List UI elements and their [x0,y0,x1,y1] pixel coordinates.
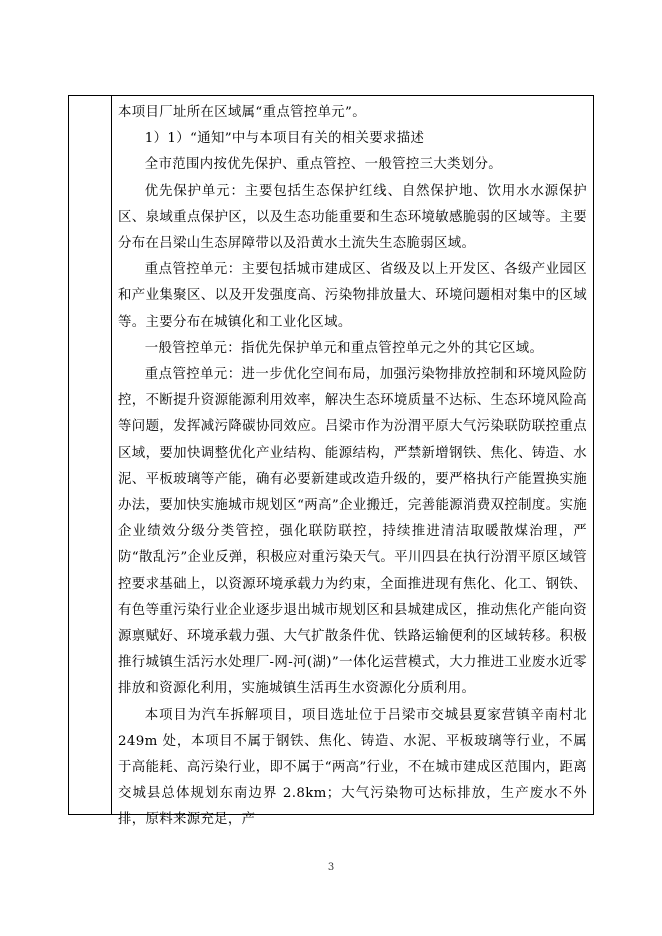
paragraph-site-unit: 本项目厂址所在区域属“重点管控单元”。 [118,105,366,120]
table-content-cell [118,100,587,834]
page-number: 3 [327,862,335,873]
paragraph-key-control: 重点管控单元：主要包括城市建成区、省级及以上开发区、各级产业园区和产业集聚区、以及开发强度高、污染物排放量大、环境问题相对集中的区域等。主要分布在城镇化和工业化区域。 [118,262,587,330]
paragraph-three-categories: 全市范围内按优先保护、重点管控、一般管控三大类划分。 [144,157,503,173]
table-left-column [69,96,112,814]
content-table [68,95,594,828]
paragraph-notice-heading: 1）1）“通知”中与本项目有关的相关要求描述 [144,131,425,147]
paragraph-project-analysis: 本项目为汽车拆解项目，项目选址位于吕梁市交城县夏家营镇辛南村北 249m 处，本项目不属于钢铁、焦化、铸造、水泥、平板玻璃等行业，不属于高能耗、高污染行业，即不属于“两高”行业，不在城市建成区范围内，距离交城县总体规划东南边界 2.8km；大气污染物可达标排放，生产废水不外排，原料来源充足，产 [118,707,587,828]
paragraph-priority-protection: 优先保护单元：主要包括生态保护红线、自然保护地、饮用水水源保护区、泉域重点保护区，以及生态功能重要和生态环境敏感脆弱的区域等。主要分布在吕梁山生态屏障带以及沿黄水土流失生态脆弱区域。 [118,183,587,252]
paragraph-general-control: 一般管控单元：指优先保护单元和重点管控单元之外的其它区域。 [144,340,544,356]
paragraph-key-control-requirements: 重点管控单元：进一步优化空间布局，加强污染物排放控制和环境风险防控，不断提升资源能源利用效率，解决生态环境质量不达标、生态环境风险高等问题，发挥减污降碳协同效应。吕梁市作为汾渭平原大气污染联防联控重点区域，要加快调整优化产业结构、能源结构，严禁新增钢铁、焦化、铸造、水泥、平板玻璃等产能，确有必要新建或改造升级的，要严格执行产能置换实施办法，要加快实施城市规划区“两高”企业搬迁，完善能源消费双控制度。实施企业绩效分级分类管控，强化联防联控，持续推进清洁取暖散煤治理，严防“散乱污”企业反弹，积极应对重污染天气。平川四县在执行汾渭平原区域管控要求基础上，以资源环境承载力为约束，全面推进现有焦化、化工、钢铁、有色等重污染行业企业逐步退出城市规划区和县城建成区，推动焦化产能向资源禀赋好、环境承载力强、大气扩散条件优、铁路运输便利的区域转移。积极推行城镇生活污水处理厂-网-河(湖)”一体化运营模式，大力推进工业废水近零排放和资源化利用，实施城镇生活再生水资源化分质利用。 [118,367,587,697]
